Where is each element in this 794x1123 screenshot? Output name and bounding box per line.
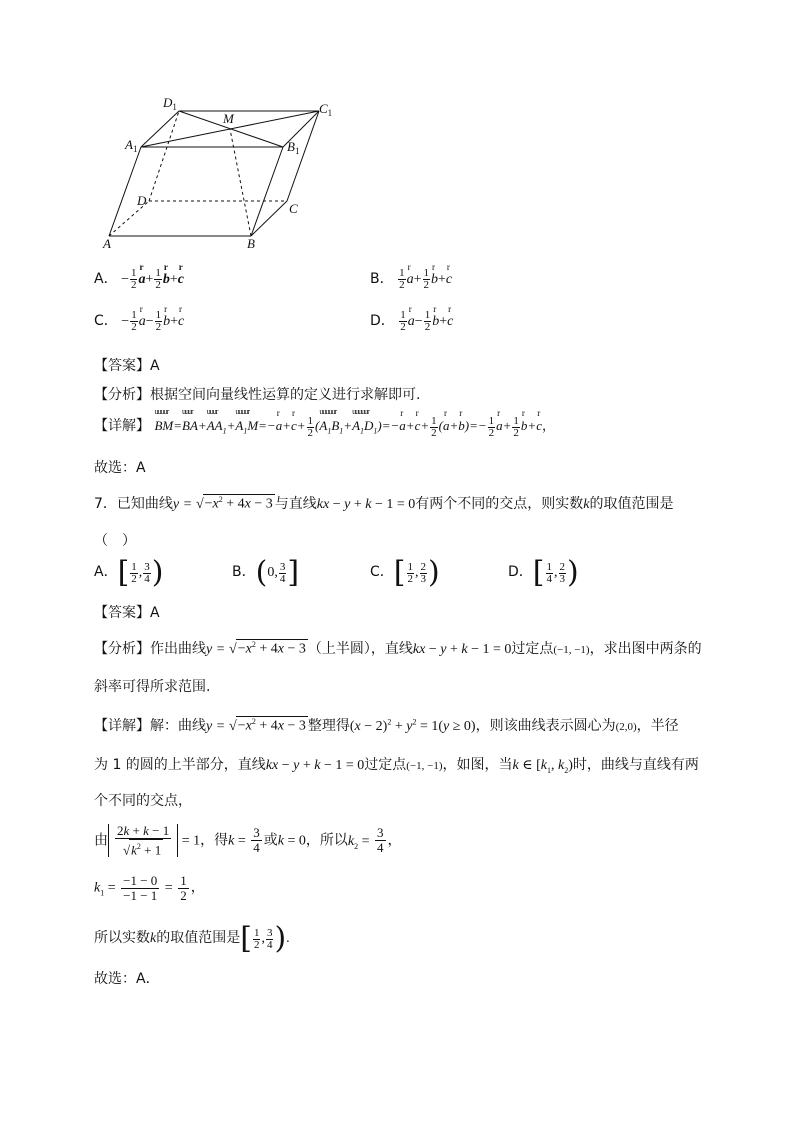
q7-analysis-line2: 斜率可得所求范围.	[94, 679, 211, 695]
q6-conclusion: 故选：A	[94, 460, 146, 476]
q7-option-d: D．[ $\frac{1}{4}$ , $\frac{2}{3}$ )	[508, 555, 579, 590]
q7-detail-line2: 为 1 的圆的上半部分，直线kx − y + k − 1 = 0过定点(−1, −1)，如图，当k ∈ [$k_1$, $k_2$)时，曲线与直线有两	[94, 757, 699, 775]
q7-analysis-line1: 【分析】作出曲线$y = √-x^2 + 4x - 3$ （上半圆），直线kx − y + k − 1 = 0过定点(−1, −1)，求出图中两条的	[94, 640, 702, 657]
parallelepiped-figure	[95, 95, 355, 255]
label-b1: $B_1$	[287, 139, 300, 156]
label-d: D	[137, 193, 147, 208]
q6-option-a: A． − $\frac{1}{2}$ r a+ $\frac{1}{2}$ r b+r c	[94, 268, 184, 291]
label-a: A	[103, 236, 111, 251]
q7-option-b: B．(0, $\frac{3}{4}$ ]	[232, 555, 300, 590]
q7-detail-line5: $k_1$ = $\frac{-1 - 0}{-1 - 1}$ = $\frac{1}{2}$ ，	[94, 873, 205, 903]
q7-stem: 7．已知曲线$y = √-x^2 + 4x - 3$ 与直线kx − y + k − 1 = 0有两个不同的交点，则实数k的取值范围是	[94, 495, 674, 512]
q7-detail-line1: 【详解】解：曲线$y = √-x^2 + 4x - 3$ 整理得$(x - 2)^2 + y^2 = 1(y \ge 0)$，则该曲线表示圆心为(2,0)，半径	[94, 717, 679, 734]
label-c1: $C_1$	[319, 101, 333, 118]
label-a1: $A_1$	[125, 137, 138, 154]
q6-analysis: 【分析】根据空间向量线性运算的定义进行求解即可.	[94, 387, 421, 403]
q6-detail: 【详解】 BM uuuur =BA uuur $+AA_1$ uuur $+A_1M$ uuuur =−r a+r c+ $\frac{1}{2}$ ($A_1B_1$ uuuuur $+A_1D_1$ uuuuur )=−r a+r c+ $\frac{1}{2}$ (r a+r b)=− $\frac{1}{2}$ r a+ $\frac{1}{2}$ r b+r c，	[94, 415, 555, 439]
q6-option-c: C． − $\frac{1}{2}$ r a− $\frac{1}{2}$ r b+r c	[94, 310, 184, 333]
q7-answer: 【答案】A	[94, 605, 160, 621]
label-d1: $D_1$	[163, 95, 177, 112]
q7-detail-line6: 所以实数k的取值范围是[ $\frac{1}{2}$ , $\frac{3}{4}$ ).	[94, 921, 290, 956]
label-b: B	[247, 236, 255, 251]
q7-detail-line3: 个不同的交点，	[94, 793, 192, 809]
q7-conclusion: 故选：A．	[94, 971, 160, 987]
q6-option-d: D． $\frac{1}{2}$ r a− $\frac{1}{2}$ r b+r c	[370, 310, 453, 333]
q7-option-c: C．[ $\frac{1}{2}$ , $\frac{2}{3}$ )	[370, 555, 440, 590]
q6-answer: 【答案】A	[94, 358, 160, 374]
q7-detail-line4: 由 $\frac{2k + k - 1}{√k^2 + 1}$ = 1，得k = $\frac{3}{4}$ 或k = 0，所以$k_2$ = $\frac{3}{4}$ ，	[94, 823, 402, 858]
label-c: C	[289, 201, 298, 216]
label-m: M	[223, 111, 234, 126]
q6-option-b: B． $\frac{1}{2}$ r a+ $\frac{1}{2}$ r b+r c	[370, 268, 452, 291]
q7-option-a: A．[ $\frac{1}{2}$ , $\frac{3}{4}$ )	[94, 555, 164, 590]
q7-paren: （ ）	[94, 533, 136, 549]
